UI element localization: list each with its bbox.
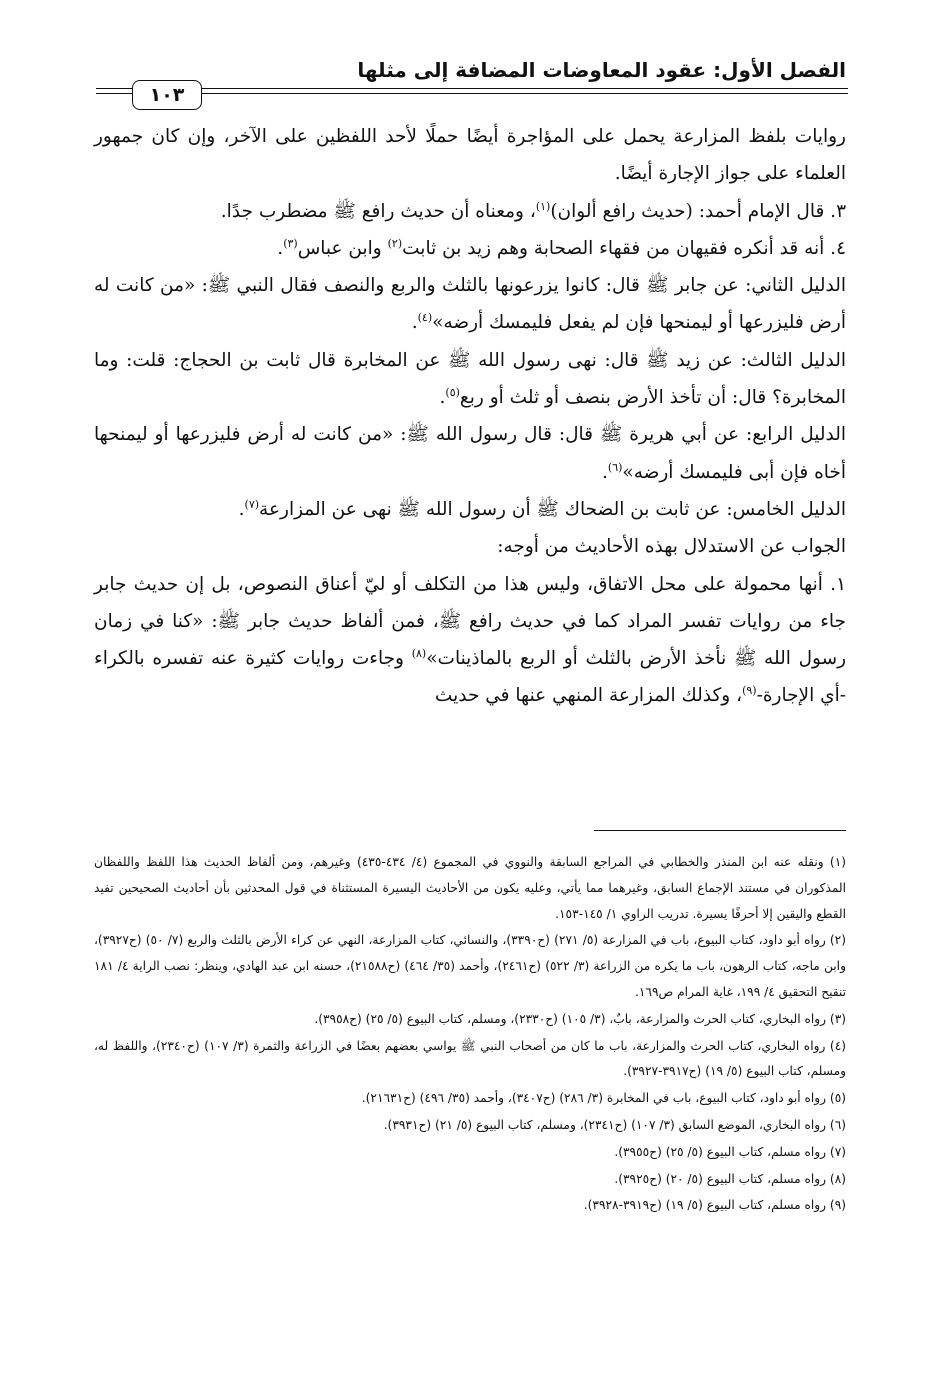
footnote-ref: (٩) [742,684,757,698]
chapter-running-head: الفصل الأول: عقود المعاوضات المضافة إلى مثلها [357,58,846,82]
header-rule-top [96,88,848,89]
paragraph-text: ٣. قال الإمام أحمد: (حديث رافع ألوان) [550,200,846,222]
footnote-ref: (٤) [417,311,433,325]
paragraph [94,230,846,267]
main-text [94,118,846,715]
footnote: (٥) رواه أبو داود، كتاب البيوع، باب في المخابرة (٣/ ٢٨٦) (ح٣٤٠٧)، وأحمد (٣٥/ ٤٩٦) (ح٢١٦٣١). [361,1091,846,1106]
paragraph-text: الدليل الثالث: عن زيد ﷺ قال: نهى رسول الله ﷺ عن المخابرة قال ثابت بن الحجاج: قلت: وما المخابرة؟ قال: أن تأخذ الأرض بنصف أو ثلث أو ربع [94,349,846,409]
footnote-separator [594,830,846,831]
paragraph [94,342,846,417]
footnote-ref: (٨) [411,647,427,660]
paragraph-text: ، ومعناه أن حديث رافع ﷺ مضطرب جدًا. [220,200,536,222]
paragraph-text: . [277,237,284,259]
paragraph [94,566,846,715]
footnote: (٦) رواه البخاري، الموضع السابق (٣/ ١٠٧) (ح٢٣٤١)، ومسلم، كتاب البيوع (٥/ ٢١) (ح٣٩٣١). [383,1117,846,1132]
paragraph: روايات بلفظ المزارعة يحمل على المؤاجرة أيضًا حملًا لأحد اللفظين على الآخر، وإن كان جمهور العلماء على جواز الإجارة أيضًا. [94,126,846,185]
paragraph-text: وابن عباس [297,237,388,259]
footnote-ref: (١) [535,199,551,213]
paragraph-text: ٤. أنه قد أنكره فقيهان من فقهاء الصحابة وهم زيد بن ثابت [402,237,846,259]
paragraph-text: ، وكذلك المزارعة المنهي عنها في حديث [434,685,743,707]
paragraph [94,416,846,491]
paragraph-text: وجاءت روايات كثيرة عنه تفسره بالكراء -أي الإجارة- [94,648,846,707]
paragraph [94,491,846,528]
header-rule-bottom [96,93,848,94]
paragraph-text: الدليل الرابع: عن أبي هريرة ﷺ قال: قال رسول الله ﷺ: «من كانت له أرض فليزرعها أو ليمنحها أخاه فإن أبى فليمسك أرضه» [94,424,846,483]
footnote: (٧) رواه مسلم، كتاب البيوع (٥/ ٢٥) (ح٣٩٥٥). [614,1144,846,1159]
page-number: ١٠٣ [132,80,202,110]
paragraph-text: الدليل الثاني: عن جابر ﷺ قال: كانوا يزرعونها بالثلث والربع والنصف فقال النبي ﷺ: «من كانت له أرض فليزرعها أو ليمنحها فإن لم يفعل فليمسك أرضه» [94,275,846,334]
paragraph-text: . [439,387,446,409]
footnote-ref: (٢) [387,236,403,250]
footnote-ref: (٧) [244,497,260,511]
footnote: (٤) رواه البخاري، كتاب الحرث والمزارعة، باب ما كان من أصحاب النبي ﷺ يواسي بعضهم بعضًا في الزراعة والثمرة (٣/ ١٠٧) (ح٢٣٤٠)، واللفظ له، ومسلم، كتاب البيوع (٥/ ١٩) (ح٣٩١٧-٣٩٢٧). [94,1038,846,1079]
footnote-ref: (٦) [607,460,623,474]
paragraph-text: . [238,498,245,520]
footnote: (٢) رواه أبو داود، كتاب البيوع، باب في المزارعة (٥/ ٢٧١) (ح٣٣٩٠)، والنسائي، كتاب المزارعة، النهي عن كراء الأرض بالثلث والربع (٧/ ٥٠) (ح٣٩٢٧)، وابن ماجه، كتاب الرهون، باب ما يكره من الزراعة (٣/ ٥٢٢) (ح٢٤٦١)، وأحمد (٣٥/ ٤٦٤) (ح٢١٥٨٨)، حسنه ابن عبد الهادي، وينظر: نصب الراية ٤/ ١٨١ تنقيح التحقيق ٤/ ١٩٩، غاية المرام ص١٦٩. [94,933,846,999]
footnote: (٣) رواه البخاري، كتاب الحرث والمزارعة، بابٌ، (٣/ ١٠٥) (ح٢٣٣٠)، ومسلم، كتاب البيوع (٥/ ٢٥) (ح٣٩٥٨). [314,1011,846,1026]
paragraph-text: . [411,312,418,334]
paragraph: الجواب عن الاستدلال بهذه الأحاديث من أوجه: [497,536,846,558]
paragraph-text: ١. أنها محمولة على محل الاتفاق، وليس هذا من التكلف أو ليّ أعناق النصوص، بل إن حديث جابر جاء من روايات تفسر المراد كما في حديث رافع ﷺ، فمن ألفاظ حديث جابر ﷺ: «كنا في زمان رسول الله ﷺ نأخذ الأرض بالثلث أو الربع بالماذينات» [94,573,846,670]
paragraph-text: الدليل الخامس: عن ثابت بن الضحاك ﷺ أن رسول الله ﷺ نهى عن المزارعة [259,498,846,520]
footnote: (١) ونقله عنه ابن المنذر والخطابي في المراجع السابقة والنووي في المجموع (٤/ ٤٣٤-٤٣٥) وغيرهم، ومن ألفاظ الحديث هذا اللفظ واللفظان المذكوران في مستند الإجماع السابق، وغيرهما مما يأتي، وعليه يكون من الأحاديث اليسيرة المستثناة في قول المحدثين بأن أحاديث الصحيحين تفيد القطع واليقين إلا أحرفًا يسيرة. تدريب الراوي ١/ ١٤٥-١٥٣. [94,855,846,921]
paragraph [94,267,846,342]
footnote-ref: (٥) [445,385,460,399]
paragraph-text: . [602,461,608,483]
footnote-ref: (٣) [283,236,298,250]
paragraph [94,193,846,230]
footnote: (٩) رواه مسلم، كتاب البيوع (٥/ ١٩) (ح٣٩١٩-٣٩٢٨). [583,1198,846,1213]
footnote: (٨) رواه مسلم، كتاب البيوع (٥/ ٢٠) (ح٣٩٢٥). [614,1171,846,1186]
footnotes [94,850,846,1220]
